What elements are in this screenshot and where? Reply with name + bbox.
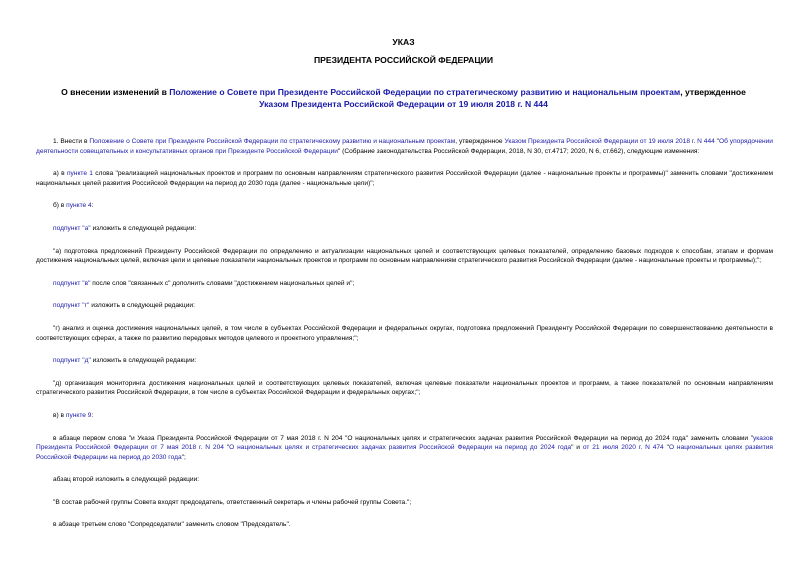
text: слова "реализацией национальных проектов и программ по основным направлениям стратегического развития Российской Федерации (далее - национальные проекты и программы)" заменить словами "достижением национальных целей развития Российской Федерации на период до 2030 года (далее - национальные цели)"; <box>36 170 773 187</box>
text: " <box>663 444 669 452</box>
paragraph-b3-quote: "г) анализ и оценка достижения национальных целей, в том числе в субъектах Российской Федерации и федеральных округах, подготовка предложений Президенту Российской Федерации по совершенствованию деятельности в соответствующих сферах, а также по развитию передовых методов целевого и проектного управления;"; <box>36 324 773 342</box>
document-body <box>36 137 773 530</box>
decree-subtitle <box>50 86 757 110</box>
subtitle-text: , утвержденное <box>680 87 746 97</box>
decree-title: УКАЗ <box>392 37 415 47</box>
paragraph-v <box>36 411 773 421</box>
paragraph-v2: абзац второй изложить в следующей редакции: <box>53 476 200 484</box>
subtitle-link-regulation[interactable]: Положение о Совете при Президенте Российской Федерации по стратегическому развитию и национальным проектам <box>169 87 681 97</box>
text: б) в <box>53 202 67 210</box>
link-subpoint-d[interactable]: подпункт "д" <box>53 357 91 365</box>
subtitle-text: О внесении изменений в <box>61 87 170 97</box>
link-decree-474-title[interactable]: О национальных целях развития Российской Федерации на период до 2030 года <box>36 444 773 461</box>
link-subpoint-a[interactable]: подпункт "а" <box>53 224 91 232</box>
text: в абзаце первом слова "и Указа Президента Российской Федерации от 7 мая 2018 г. N 204 "О национальных целях и стратегических задачах развития Российской Федерации на период до 2024 года" заменить словами " <box>53 434 753 442</box>
link-point-4[interactable]: пункте 4 <box>66 202 92 210</box>
text: " <box>223 444 230 452</box>
link-decree-title[interactable]: Об упорядочении деятельности совещательных и консультативных органов при Президенте Российской Федерации <box>36 138 773 155</box>
text: после слов "связанных с" дополнить словами "достижением национальных целей и"; <box>90 279 355 287</box>
paragraph-b4-quote: "д) организация мониторинга достижения национальных целей и соответствующих целевых показателей, включая целевые показатели национальных проектов и программ, а также показателей по основным направлениям стратегического развития Российской Федерации, в том числе в субъектах Российской Федерации и федеральных округах;"; <box>36 379 773 397</box>
text: в) в <box>53 411 66 419</box>
decree-issuer: ПРЕЗИДЕНТА РОССИЙСКОЙ ФЕДЕРАЦИИ <box>313 55 494 65</box>
link-decree-204[interactable]: указов Президента Российской Федерации от 7 мая 2018 г. N 204 <box>36 434 773 452</box>
link-decree-204-title[interactable]: О национальных целях и стратегических задачах развития Российской Федерации на период до 2024 года <box>229 444 572 452</box>
link-decree-474[interactable]: от 21 июля 2020 г. N 474 <box>582 444 664 452</box>
paragraph-b4 <box>36 356 773 366</box>
paragraph-b1 <box>36 224 773 234</box>
link-decree-444[interactable]: Указом Президента Российской Федерации от 19 июля 2018 г. N 444 <box>504 138 715 145</box>
text: " <box>714 138 720 145</box>
paragraph-v3: в абзаце третьем слово "Сопредседатели" заменить словом "Председатель". <box>53 521 291 529</box>
text: : <box>91 411 94 419</box>
text: " и <box>571 444 583 452</box>
paragraph-v2-quote: "В состав рабочей группы Совета входят председатель, ответственный секретарь и члены рабочей группы Совета."; <box>53 498 412 506</box>
link-regulation[interactable]: Положение о Совете при Президенте Российской Федерации по стратегическому развитию и национальным проектам <box>89 138 456 145</box>
text: изложить в следующей редакции: <box>89 302 195 310</box>
text: " (Собрание законодательства Российской Федерации, 2018, N 30, ст.4717; 2020, N 6, ст.662), следующие изменения: <box>337 147 700 155</box>
link-point-1[interactable]: пункте 1 <box>66 170 93 178</box>
subtitle-link-decree[interactable]: Указом Президента Российской Федерации от 19 июля 2018 г. N 444 <box>259 99 548 109</box>
text: : <box>91 202 94 210</box>
paragraph-b3 <box>36 301 773 311</box>
paragraph-b2 <box>36 279 773 289</box>
paragraph-b <box>36 201 773 211</box>
text: , утвержденное <box>455 138 505 145</box>
link-subpoint-g[interactable]: подпункт "г" <box>53 302 90 310</box>
paragraph-v1 <box>36 434 773 463</box>
text: а) в <box>53 170 67 178</box>
paragraph-a <box>36 169 773 188</box>
text: изложить в следующей редакции: <box>90 224 197 232</box>
paragraph-b1-quote: "а) подготовка предложений Президенту Российской Федерации по определению и актуализации национальных целей и соответствующих целевых показателей, определению базовых подходов к способам, этапам и формам достижения национальных целей, включая цели и целевые показатели национальных проектов и программ по основным направлениям стратегического развития Российской Федерации (далее - национальные проекты и программы);"; <box>36 247 773 265</box>
text: "; <box>181 453 186 461</box>
text: 1. Внести в <box>53 138 90 145</box>
paragraph-1 <box>36 137 773 156</box>
link-point-9[interactable]: пункте 9 <box>65 411 92 419</box>
text: изложить в следующей редакции: <box>90 357 197 365</box>
link-subpoint-v[interactable]: подпункт "в" <box>53 279 91 287</box>
